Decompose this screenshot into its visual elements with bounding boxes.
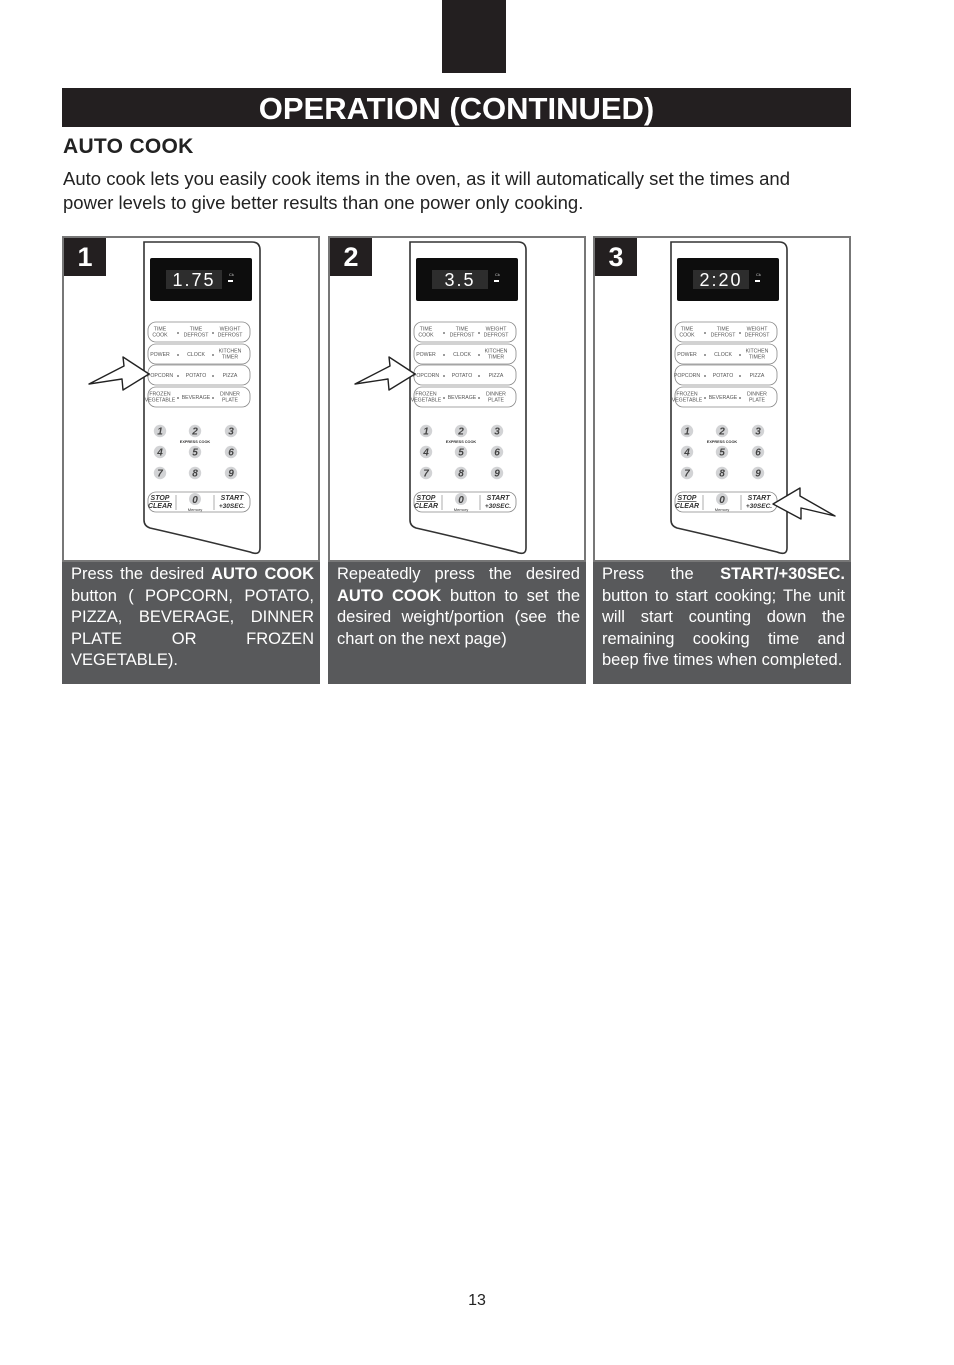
digit-key-label: 4 xyxy=(684,447,690,459)
function-key-label: DEFROST xyxy=(744,332,770,339)
display-readout: 2:20 xyxy=(699,270,743,290)
function-key-label: POTATO xyxy=(712,373,734,379)
digit-key-label: 5 xyxy=(458,447,464,459)
key-dot xyxy=(478,354,480,356)
digit-key-label: 2 xyxy=(719,426,725,438)
digit-key-label: 4 xyxy=(423,447,429,459)
digit-key-label: 6 xyxy=(228,447,234,459)
memory-label: Memory xyxy=(187,507,203,512)
start-label: START xyxy=(220,495,244,502)
function-key-label: CLOCK xyxy=(453,352,471,358)
display-indicator: Ck xyxy=(229,272,234,277)
digit-key-label: 6 xyxy=(755,447,761,459)
key-dot xyxy=(478,397,480,399)
express-cook-label: EXPRESS COOK xyxy=(179,440,211,444)
key-dot xyxy=(443,375,445,377)
zero-key-label: 0 xyxy=(458,495,464,506)
stop-label: STOP xyxy=(677,495,697,502)
function-key-label: TIME xyxy=(419,326,433,333)
display-indicator: Ck xyxy=(756,272,761,277)
function-key-label: DINNER xyxy=(220,391,240,398)
plus30-label: +30SEC. xyxy=(484,503,512,510)
zero-key-label: 0 xyxy=(719,495,725,506)
key-dot xyxy=(478,332,480,334)
step-illustration xyxy=(593,236,851,562)
memory-label: Memory xyxy=(453,507,469,512)
step-1 xyxy=(62,236,320,684)
control-panel-illustration xyxy=(595,238,849,560)
digit-key-label: 5 xyxy=(192,447,198,459)
digit-key-label: 7 xyxy=(423,468,429,480)
function-key-label: DEFROST xyxy=(183,332,209,339)
chapter-tab xyxy=(442,0,506,73)
function-key-label: BEVERAGE xyxy=(181,395,211,401)
key-dot xyxy=(478,375,480,377)
function-key-label: DINNER xyxy=(486,391,506,398)
function-key-label: KITCHEN xyxy=(745,348,769,355)
key-dot xyxy=(443,397,445,399)
digit-key-label: 8 xyxy=(192,468,198,480)
function-key-label: PIZZA xyxy=(222,373,238,379)
caption-text: button to set the desired weight/portion (see the chart on the next page) xyxy=(337,586,581,648)
key-dot xyxy=(212,354,214,356)
step-number: 1 xyxy=(64,238,106,276)
function-key-label: WEIGHT xyxy=(485,326,507,333)
function-key-label: FROZEN xyxy=(149,391,171,398)
key-dot xyxy=(443,354,445,356)
control-panel xyxy=(671,242,787,553)
key-dot xyxy=(177,354,179,356)
function-key-label: PIZZA xyxy=(488,373,504,379)
digit-key-label: 8 xyxy=(458,468,464,480)
control-panel xyxy=(410,242,526,553)
function-key-label: DEFROST xyxy=(710,332,736,339)
key-dot xyxy=(739,332,741,334)
digit-key-label: 3 xyxy=(228,426,234,438)
digit-key-label: 9 xyxy=(494,468,500,480)
function-key-label: TIME xyxy=(455,326,469,333)
caption-text: button to start cooking; The unit will start counting down the remaining cooking time and beep five times when completed. xyxy=(602,586,845,669)
digit-key-label: 3 xyxy=(494,426,500,438)
display-readout: 1.75 xyxy=(172,270,216,290)
function-key-label: PLATE xyxy=(487,397,505,404)
caption-text: Press the xyxy=(602,565,721,583)
digit-key-label: 2 xyxy=(458,426,464,438)
function-key-label: COOK xyxy=(418,332,434,339)
function-key-label: PIZZA xyxy=(749,373,765,379)
digit-key-label: 7 xyxy=(684,468,690,480)
start-label: START xyxy=(747,495,771,502)
key-dot xyxy=(739,354,741,356)
function-key-label: BEVERAGE xyxy=(447,395,477,401)
function-key-label: CLOCK xyxy=(714,352,732,358)
digit-key-label: 4 xyxy=(157,447,163,459)
step-caption xyxy=(593,562,851,684)
step-number: 3 xyxy=(595,238,637,276)
key-dot xyxy=(443,332,445,334)
function-key-label: KITCHEN xyxy=(218,348,242,355)
plus30-label: +30SEC. xyxy=(218,503,246,510)
memory-label: Memory xyxy=(714,507,730,512)
key-dot xyxy=(739,375,741,377)
display-indicator-mark xyxy=(494,280,499,282)
function-key-label: WEIGHT xyxy=(219,326,241,333)
clear-label: CLEAR xyxy=(413,503,439,510)
function-key-label: POTATO xyxy=(451,373,473,379)
function-key-label: FROZEN xyxy=(676,391,698,398)
caption-emphasis: AUTO COOK xyxy=(337,586,442,605)
function-key-label: PLATE xyxy=(748,397,766,404)
control-panel xyxy=(144,242,260,553)
function-key-label: DINNER xyxy=(747,391,767,398)
function-key-label: TIMER xyxy=(221,354,239,361)
caption-emphasis: START/+30SEC. xyxy=(720,565,845,583)
function-key-label: COOK xyxy=(152,332,168,339)
pointer-arrow-icon xyxy=(89,357,149,390)
zero-key-label: 0 xyxy=(192,495,198,506)
function-key-label: POWER xyxy=(150,352,170,358)
display-indicator: Ck xyxy=(495,272,500,277)
function-key-label: TIMER xyxy=(487,354,505,361)
function-key-label: VEGETABLE xyxy=(410,397,442,404)
caption-text: Press the desired xyxy=(71,565,212,583)
display-readout: 3.5 xyxy=(444,270,476,290)
key-dot xyxy=(739,397,741,399)
step-caption xyxy=(328,562,586,684)
function-key-label: TIME xyxy=(153,326,167,333)
page-number: 13 xyxy=(468,1292,486,1309)
key-dot xyxy=(177,332,179,334)
pointer-arrow-icon xyxy=(355,357,415,390)
display-indicator-mark xyxy=(755,280,760,282)
control-panel-illustration xyxy=(64,238,318,560)
caption-text: button ( POPCORN, POTATO, PIZZA, BEVERAGE, DINNER PLATE OR FROZEN VEGETABLE). xyxy=(71,586,314,669)
key-dot xyxy=(177,375,179,377)
step-3 xyxy=(593,236,851,684)
stop-label: STOP xyxy=(150,495,170,502)
digit-key-label: 7 xyxy=(157,468,163,480)
function-key-label: TIMER xyxy=(748,354,766,361)
digit-key-label: 1 xyxy=(684,426,690,438)
function-key-label: CLOCK xyxy=(187,352,205,358)
function-key-label: POPCORN xyxy=(412,373,440,379)
page-title: OPERATION (CONTINUED) xyxy=(62,88,851,127)
display-indicator-mark xyxy=(228,280,233,282)
plus30-label: +30SEC. xyxy=(745,503,773,510)
step-caption xyxy=(62,562,320,684)
key-dot xyxy=(177,397,179,399)
function-key-label: DEFROST xyxy=(449,332,475,339)
function-key-label: PLATE xyxy=(221,397,239,404)
function-key-label: DEFROST xyxy=(483,332,509,339)
digit-key-label: 2 xyxy=(192,426,198,438)
key-dot xyxy=(704,354,706,356)
function-key-label: POPCORN xyxy=(146,373,174,379)
function-key-label: TIME xyxy=(680,326,694,333)
control-panel-illustration xyxy=(330,238,584,560)
section-intro: Auto cook lets you easily cook items in the oven, as it will automatically set the times and power levels to give better results than one power only cooking. xyxy=(63,168,790,213)
function-key-label: VEGETABLE xyxy=(671,397,703,404)
step-illustration xyxy=(328,236,586,562)
function-key-label: POTATO xyxy=(185,373,207,379)
step-illustration xyxy=(62,236,320,562)
digit-key-label: 8 xyxy=(719,468,725,480)
caption-text: Repeatedly press the desired xyxy=(337,565,580,583)
express-cook-label: EXPRESS COOK xyxy=(445,440,477,444)
digit-key-label: 6 xyxy=(494,447,500,459)
function-key-label: POWER xyxy=(677,352,697,358)
digit-key-label: 1 xyxy=(157,426,163,438)
digit-key-label: 9 xyxy=(755,468,761,480)
key-dot xyxy=(212,375,214,377)
caption-emphasis: AUTO COOK xyxy=(211,565,315,583)
function-key-label: VEGETABLE xyxy=(144,397,176,404)
digit-key-label: 1 xyxy=(423,426,429,438)
function-key-label: BEVERAGE xyxy=(708,395,738,401)
function-key-label: COOK xyxy=(679,332,695,339)
start-label: START xyxy=(486,495,510,502)
function-key-label: WEIGHT xyxy=(746,326,768,333)
key-dot xyxy=(212,397,214,399)
clear-label: CLEAR xyxy=(674,503,700,510)
step-2 xyxy=(328,236,586,684)
key-dot xyxy=(704,397,706,399)
function-key-label: TIME xyxy=(716,326,730,333)
stop-label: STOP xyxy=(416,495,436,502)
section-title: AUTO COOK xyxy=(63,135,194,158)
digit-key-label: 5 xyxy=(719,447,725,459)
function-key-label: POPCORN xyxy=(673,373,701,379)
clear-label: CLEAR xyxy=(147,503,173,510)
digit-key-label: 3 xyxy=(755,426,761,438)
key-dot xyxy=(212,332,214,334)
step-number: 2 xyxy=(330,238,372,276)
function-key-label: FROZEN xyxy=(415,391,437,398)
function-key-label: DEFROST xyxy=(217,332,243,339)
function-key-label: TIME xyxy=(189,326,203,333)
function-key-label: KITCHEN xyxy=(484,348,508,355)
express-cook-label: EXPRESS COOK xyxy=(706,440,738,444)
key-dot xyxy=(704,332,706,334)
function-key-label: POWER xyxy=(416,352,436,358)
digit-key-label: 9 xyxy=(228,468,234,480)
key-dot xyxy=(704,375,706,377)
